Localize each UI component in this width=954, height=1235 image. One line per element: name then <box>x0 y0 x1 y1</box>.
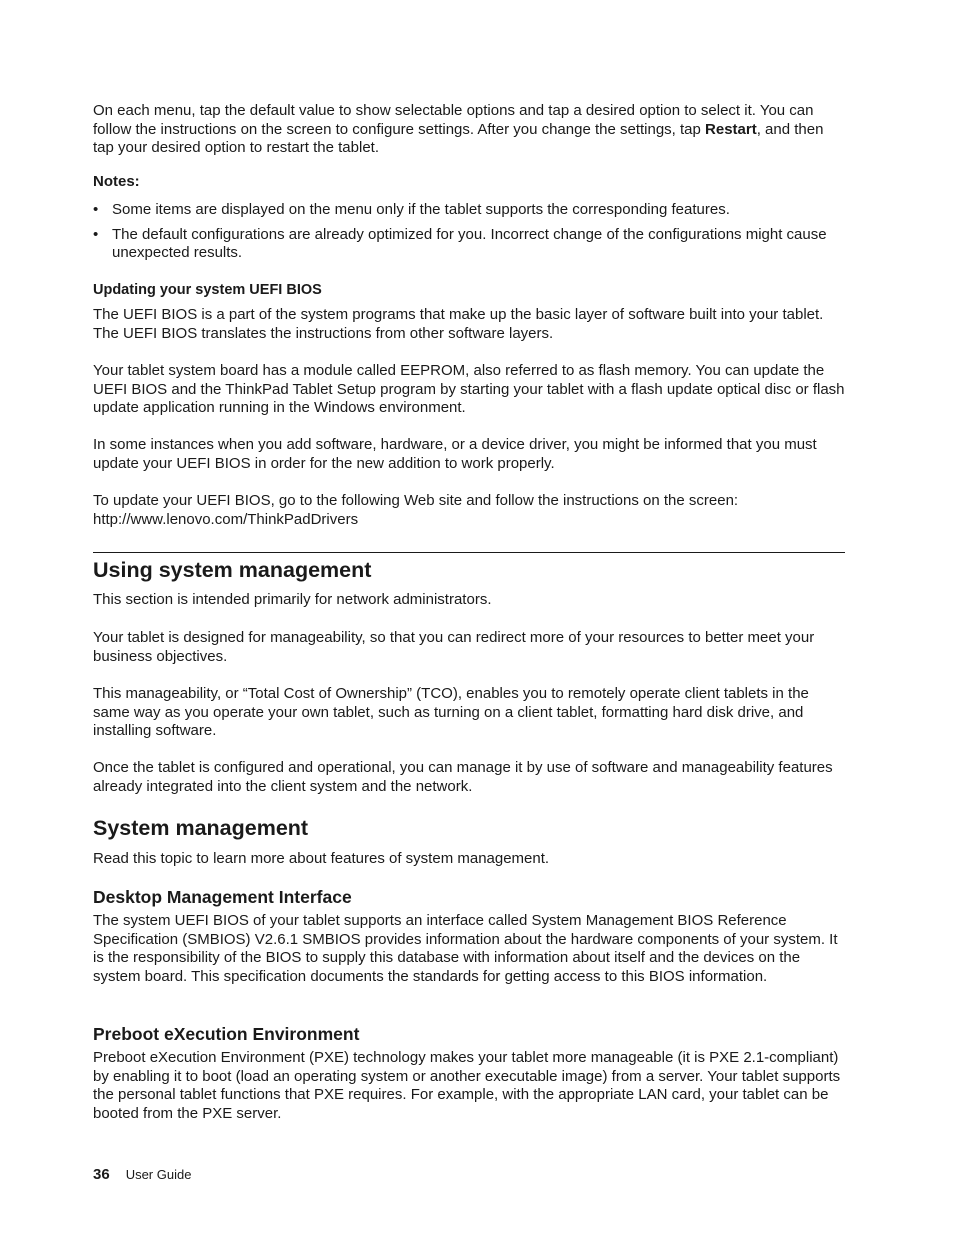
pxe-heading: Preboot eXecution Environment <box>93 1024 360 1044</box>
note-item: • Some items are displayed on the menu only if the tablet supports the corresponding features. <box>93 201 845 220</box>
using-paragraph-4: Once the tablet is configured and operational, you can manage it by use of software and manageability features already integrated into the client system and the network. <box>93 759 833 795</box>
pxe-paragraph: Preboot eXecution Environment (PXE) technology makes your tablet more manageable (it is PXE 2.1-compliant) by enabling it to boot (load an operating system or another executable image) from a server. Your tablet supports the personal tablet functions that PXE requires. For example, with the appropriate LAN card, your tablet can be booted from the PXE server. <box>93 1049 841 1122</box>
notes-title: Notes: <box>93 173 140 190</box>
intro-text-2: , and then tap your desired option to restart the tablet. <box>93 120 824 157</box>
uefi-paragraph-3: In some instances when you add software, hardware, or a device driver, you might be informed that you must update your UEFI BIOS in order for the new addition to work properly. <box>93 436 817 472</box>
system-paragraph: Read this topic to learn more about features of system management. <box>93 850 550 867</box>
restart-keyword: Restart <box>705 120 757 138</box>
page-footer <box>93 1166 191 1185</box>
using-paragraph-1: This section is intended primarily for network administrators. <box>93 591 492 608</box>
using-heading: Using system management <box>93 558 372 582</box>
uefi-paragraph-1: The UEFI BIOS is a part of the system programs that make up the basic layer of software built into your tablet. The UEFI BIOS translates the instructions from other software layers. <box>93 306 824 342</box>
uefi-paragraph-4 <box>93 492 845 529</box>
uefi-paragraph-2: Your tablet system board has a module called EEPROM, also referred to as flash memory. You can update the UEFI BIOS and the ThinkPad Tablet Setup program by starting your tablet with a flash update optical disc or flash update application running in the Windows environment. <box>93 362 845 417</box>
system-heading: System management <box>93 816 309 840</box>
page-number: 36 <box>93 1166 110 1183</box>
intro-paragraph <box>93 102 845 158</box>
using-paragraph-2: Your tablet is designed for manageability, so that you can redirect more of your resources to better meet your business objectives. <box>93 629 815 665</box>
dmi-heading: Desktop Management Interface <box>93 887 352 907</box>
using-paragraph-3: This manageability, or “Total Cost of Ownership” (TCO), enables you to remotely operate client tablets in the same way as you operate your own tablet, such as turning on a client tablet, formatting hard disk drive, and installing software. <box>93 685 809 740</box>
doc-title: User Guide <box>125 1167 192 1182</box>
intro-text-1: On each menu, tap the default value to show selectable options and tap a desired option to select it. You can follow the instructions on the screen to configure settings. After you change the settings, tap <box>93 102 814 138</box>
uefi-instructions: To update your UEFI BIOS, go to the following Web site and follow the instructions on the screen: <box>93 492 739 509</box>
drivers-url: http://www.lenovo.com/ThinkPadDrivers <box>93 510 359 528</box>
notes-list <box>93 201 845 263</box>
uefi-heading: Updating your system UEFI BIOS <box>93 282 322 298</box>
section-divider <box>93 552 845 553</box>
dmi-paragraph: The system UEFI BIOS of your tablet supports an interface called System Management BIOS Reference Specification (SMBIOS) V2.6.1 SMBIOS provides information about the hardware components of your system. It is the responsibility of the BIOS to supply this database with information about itself and the devices on the system board. This specification documents the standards for getting access to this BIOS information. <box>93 912 838 985</box>
note-item: • The default configurations are already optimized for you. Incorrect change of the configurations might cause unexpected results. <box>93 226 845 263</box>
